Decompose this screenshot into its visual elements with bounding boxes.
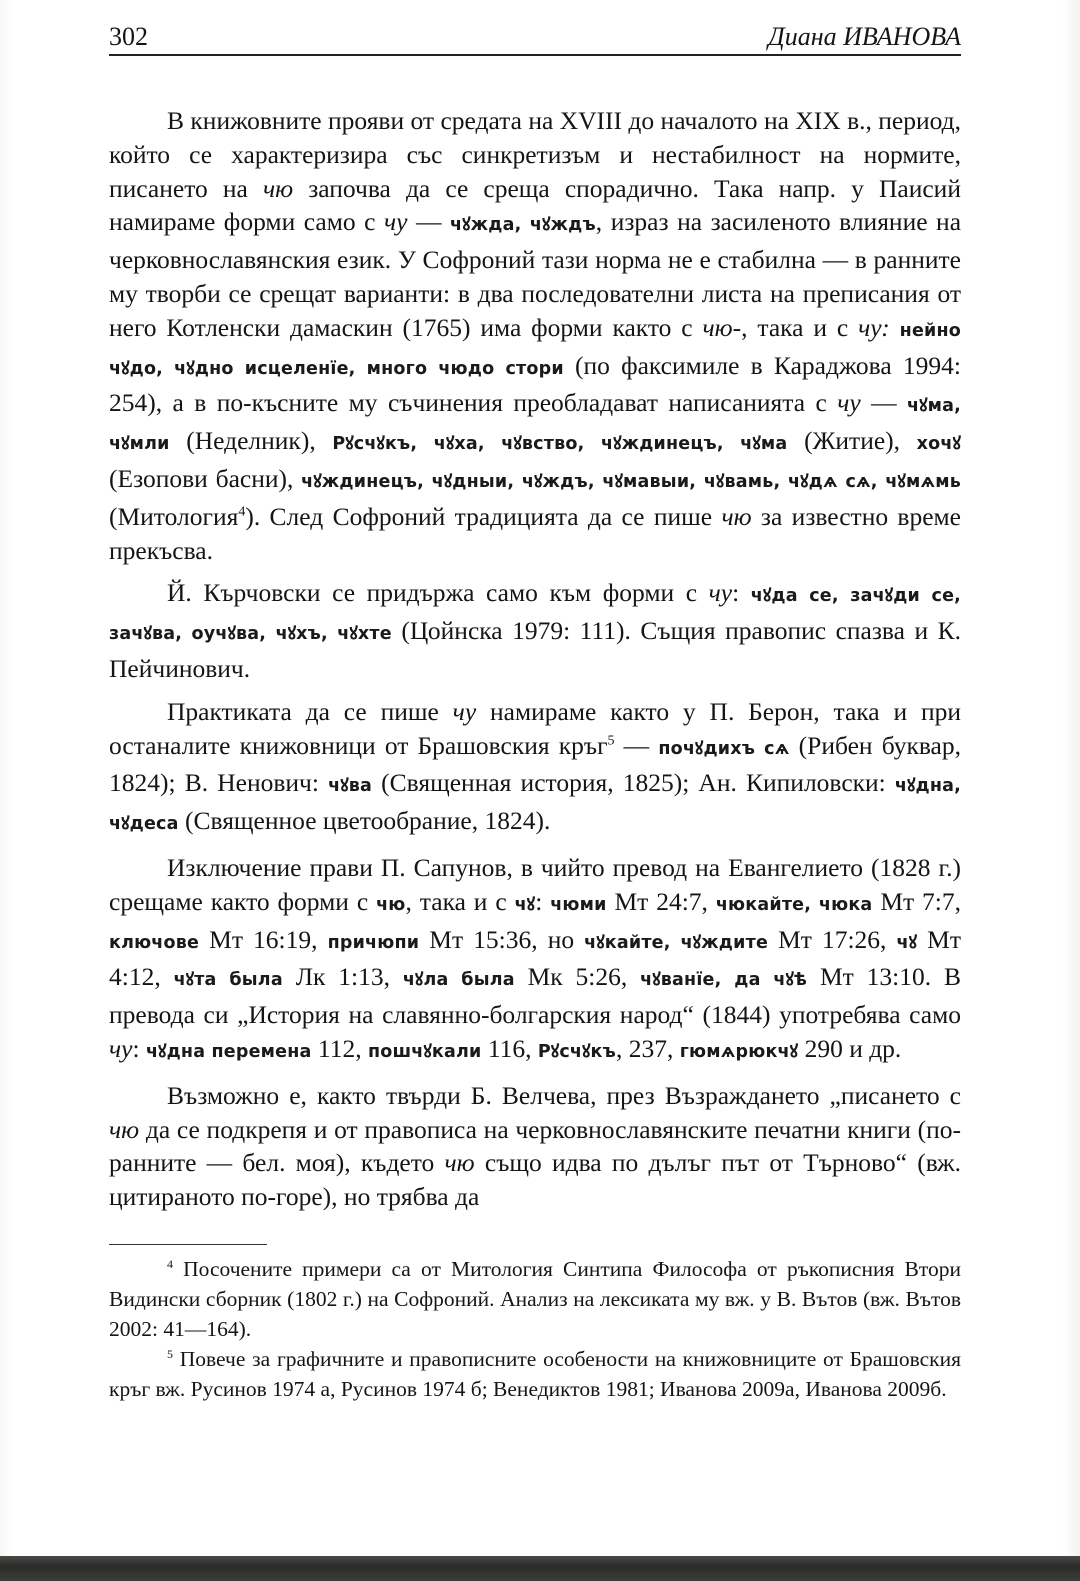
church-slavonic-example: Рꙋсчꙋкъ	[537, 1041, 616, 1062]
footnotes	[109, 1254, 961, 1404]
text-run: В книжовните прояви от средата на XVIII до началото на XIX в., период, който се характеризира със синкретизъм и нестабилност на нормите, писането на	[109, 106, 961, 203]
scan-bottom-edge	[0, 1556, 1080, 1581]
text-run: Мт 7:7,	[872, 886, 962, 916]
church-slavonic-example: чꙋда се, зачꙋди се, зачꙋва, оучꙋва, чꙋхъ, чꙋхте	[109, 586, 961, 645]
body-text	[109, 104, 961, 1214]
church-slavonic-example: чꙋ	[514, 894, 536, 915]
church-slavonic-example: хочꙋ	[916, 434, 961, 455]
text-run: 116,	[481, 1033, 538, 1063]
text-run: (Рибен буквар, 1824); В. Ненович:	[109, 730, 961, 798]
italic-term: чю	[262, 173, 294, 203]
church-slavonic-example: чꙋма, чꙋмли	[109, 396, 961, 455]
church-slavonic-example: чюкайте, чюка	[715, 894, 873, 915]
church-slavonic-example: чꙋкайте, чꙋждите	[584, 932, 769, 953]
text-run: Й. Кърчовски се придържа само към форми с	[167, 578, 709, 608]
text-run: Мт 4:12,	[109, 924, 961, 992]
text-run: за известно време прекъсва.	[109, 501, 961, 565]
text-run: Мк 5:26,	[514, 962, 641, 992]
church-slavonic-example: причюпи	[327, 932, 420, 953]
footnote-4	[109, 1254, 961, 1344]
italic-term: чу	[708, 578, 733, 608]
text-run: Изключение прави П. Сапунов, в чийто превод на Евангелието (1828 г.) срещаме както форми с	[109, 852, 961, 916]
italic-term: чу	[383, 207, 408, 237]
text-run: намираме както у П. Берон, така и при останалите книжовници от Брашовския кръг	[109, 696, 961, 760]
text-run: (Митология	[109, 501, 239, 531]
church-slavonic-example: гюмѧрюкчꙋ	[679, 1041, 799, 1062]
text-run: започва да се среща спорадично. Така напр. у Паисий намираме форми само с	[109, 173, 961, 237]
church-slavonic-example: чꙋ	[896, 932, 918, 953]
italic-term: чю	[109, 1114, 140, 1144]
text-run: (Неделник),	[169, 426, 333, 456]
text-run: :	[535, 886, 551, 916]
footnote-mark: 4	[167, 1256, 173, 1271]
church-slavonic-example: ключове	[109, 932, 200, 953]
text-run: (Священная история, 1825); Ан. Кипиловски:	[372, 768, 895, 798]
paragraph-3	[109, 695, 961, 842]
church-slavonic-example: чꙋла была	[402, 970, 515, 991]
church-slavonic-example: нейно чꙋдо, чꙋдно исцеленїе, много чюдо стори	[109, 320, 961, 379]
church-slavonic-example: почꙋдихъ сѧ	[658, 738, 790, 759]
text-run: (Цойнска 1979: 111). Същия правопис спазва и К. Пейчинович.	[109, 616, 962, 683]
text-run: , така и с	[741, 312, 859, 342]
text-run: (по факсимиле в Караджова 1994: 254), а в по-късните му съчинения преобладават написанията с	[109, 350, 961, 418]
text-run: Възможно е, както твърди Б. Велчева, през Възраждането „писането с	[167, 1080, 961, 1110]
church-slavonic-example: чꙋта была	[173, 970, 283, 991]
text-run: също идва по дълъг път от Търново“ (вж. цитираното по-горе), но трябва да	[109, 1148, 961, 1212]
text-run: (Священное цветообрание, 1824).	[178, 806, 551, 836]
text-run: Мт 15:36, но	[419, 924, 585, 954]
church-slavonic-example: пошчꙋкали	[367, 1041, 482, 1062]
running-head	[109, 18, 961, 56]
text-run: :	[132, 1033, 146, 1063]
text-run: 290 и др.	[798, 1033, 902, 1063]
church-slavonic-example: чꙋждинецъ, чꙋдныи, чꙋждъ, чꙋмавыи, чꙋвамь, чꙋдѧ сѧ, чꙋмѧмь	[301, 471, 961, 492]
church-slavonic-example: чꙋва	[328, 776, 373, 797]
italic-term: чу:	[858, 312, 890, 342]
text-run: :	[732, 578, 751, 608]
text-run: Мт 17:26,	[768, 924, 897, 954]
church-slavonic-example: чюми	[550, 894, 607, 915]
text-run: , 237,	[615, 1033, 680, 1063]
text-run: Мт 13:10. В превода си „История на славянно-болгарския народ“ (1844) употребява само	[109, 962, 961, 1030]
text-run: Мт 16:19,	[199, 924, 328, 954]
church-slavonic-example: чꙋжда, чꙋждъ	[450, 215, 596, 236]
footnote-ref[interactable]: 5	[607, 733, 615, 749]
text-run	[890, 313, 900, 342]
italic-term: чю	[444, 1148, 475, 1178]
church-slavonic-example: чꙋдна, чꙋдеса	[109, 776, 962, 835]
footnote-5	[109, 1344, 961, 1404]
italic-term: чу	[452, 696, 477, 726]
paragraph-1	[109, 104, 961, 567]
paragraph-2	[109, 576, 961, 685]
footnote-separator	[109, 1244, 267, 1245]
text-run: —	[614, 730, 659, 760]
italic-term: чу	[109, 1033, 133, 1063]
text-run: , така и с	[405, 886, 515, 916]
text-run: Мт 24:7,	[606, 886, 716, 916]
italic-term: чю-	[702, 312, 742, 342]
paragraph-5	[109, 1079, 961, 1214]
church-slavonic-example: чю	[376, 894, 406, 915]
church-slavonic-example: Рꙋсчꙋкъ, чꙋха, чꙋвство, чꙋждинецъ, чꙋма	[332, 434, 788, 455]
text-run: ). След Софроний традицията да се пише	[245, 501, 722, 531]
running-head-author: Диана ИВАНОВА	[768, 22, 961, 51]
text-run: , израз на засиленото влияние на черковнославянския език. У Софроний тази норма не е стабилна — в ранните му творби се срещат варианти: в два последователни листа на преписания от него Котленски дамаскин (1765) има форми както с	[109, 207, 962, 342]
page-number: 302	[109, 22, 148, 51]
italic-term: чу	[837, 388, 861, 418]
footnote-mark: 5	[167, 1346, 173, 1361]
text-run: (Житие),	[787, 426, 917, 456]
footnote-text: Посочените примери са от Митология Синтипа Философа от ръкописния Втори Видински сборник (1802 г.) на Софроний. Анализ на лексиката му вж. у В. Вътов (вж. Вътов 2002: 41—164).	[109, 1257, 961, 1341]
text-run: Практиката да се пише	[167, 696, 453, 726]
italic-term: чю	[721, 501, 752, 531]
text-run: (Езопови басни),	[109, 463, 302, 493]
footnote-text: Повече за графичните и правописните особености на книжовниците от Брашовския кръг вж. Русинов 1974 а, Русинов 1974 б; Венедиктов 1981; Иванова 2009а, Иванова 2009б.	[109, 1347, 961, 1401]
text-run: Лк 1:13,	[282, 962, 403, 992]
text-run: —	[407, 207, 450, 237]
text-run: —	[860, 388, 908, 418]
paragraph-4	[109, 851, 961, 1070]
church-slavonic-example: чꙋдна перемена	[145, 1041, 312, 1062]
footnote-ref[interactable]: 4	[238, 504, 246, 520]
church-slavonic-example: чꙋванїе, да чꙋѣ	[640, 970, 808, 991]
text-run: да се подкрепя и от правописа на черковнославянските печатни книги (по-ранните — бел. моя), където	[109, 1114, 961, 1178]
text-run: 112,	[311, 1033, 368, 1063]
